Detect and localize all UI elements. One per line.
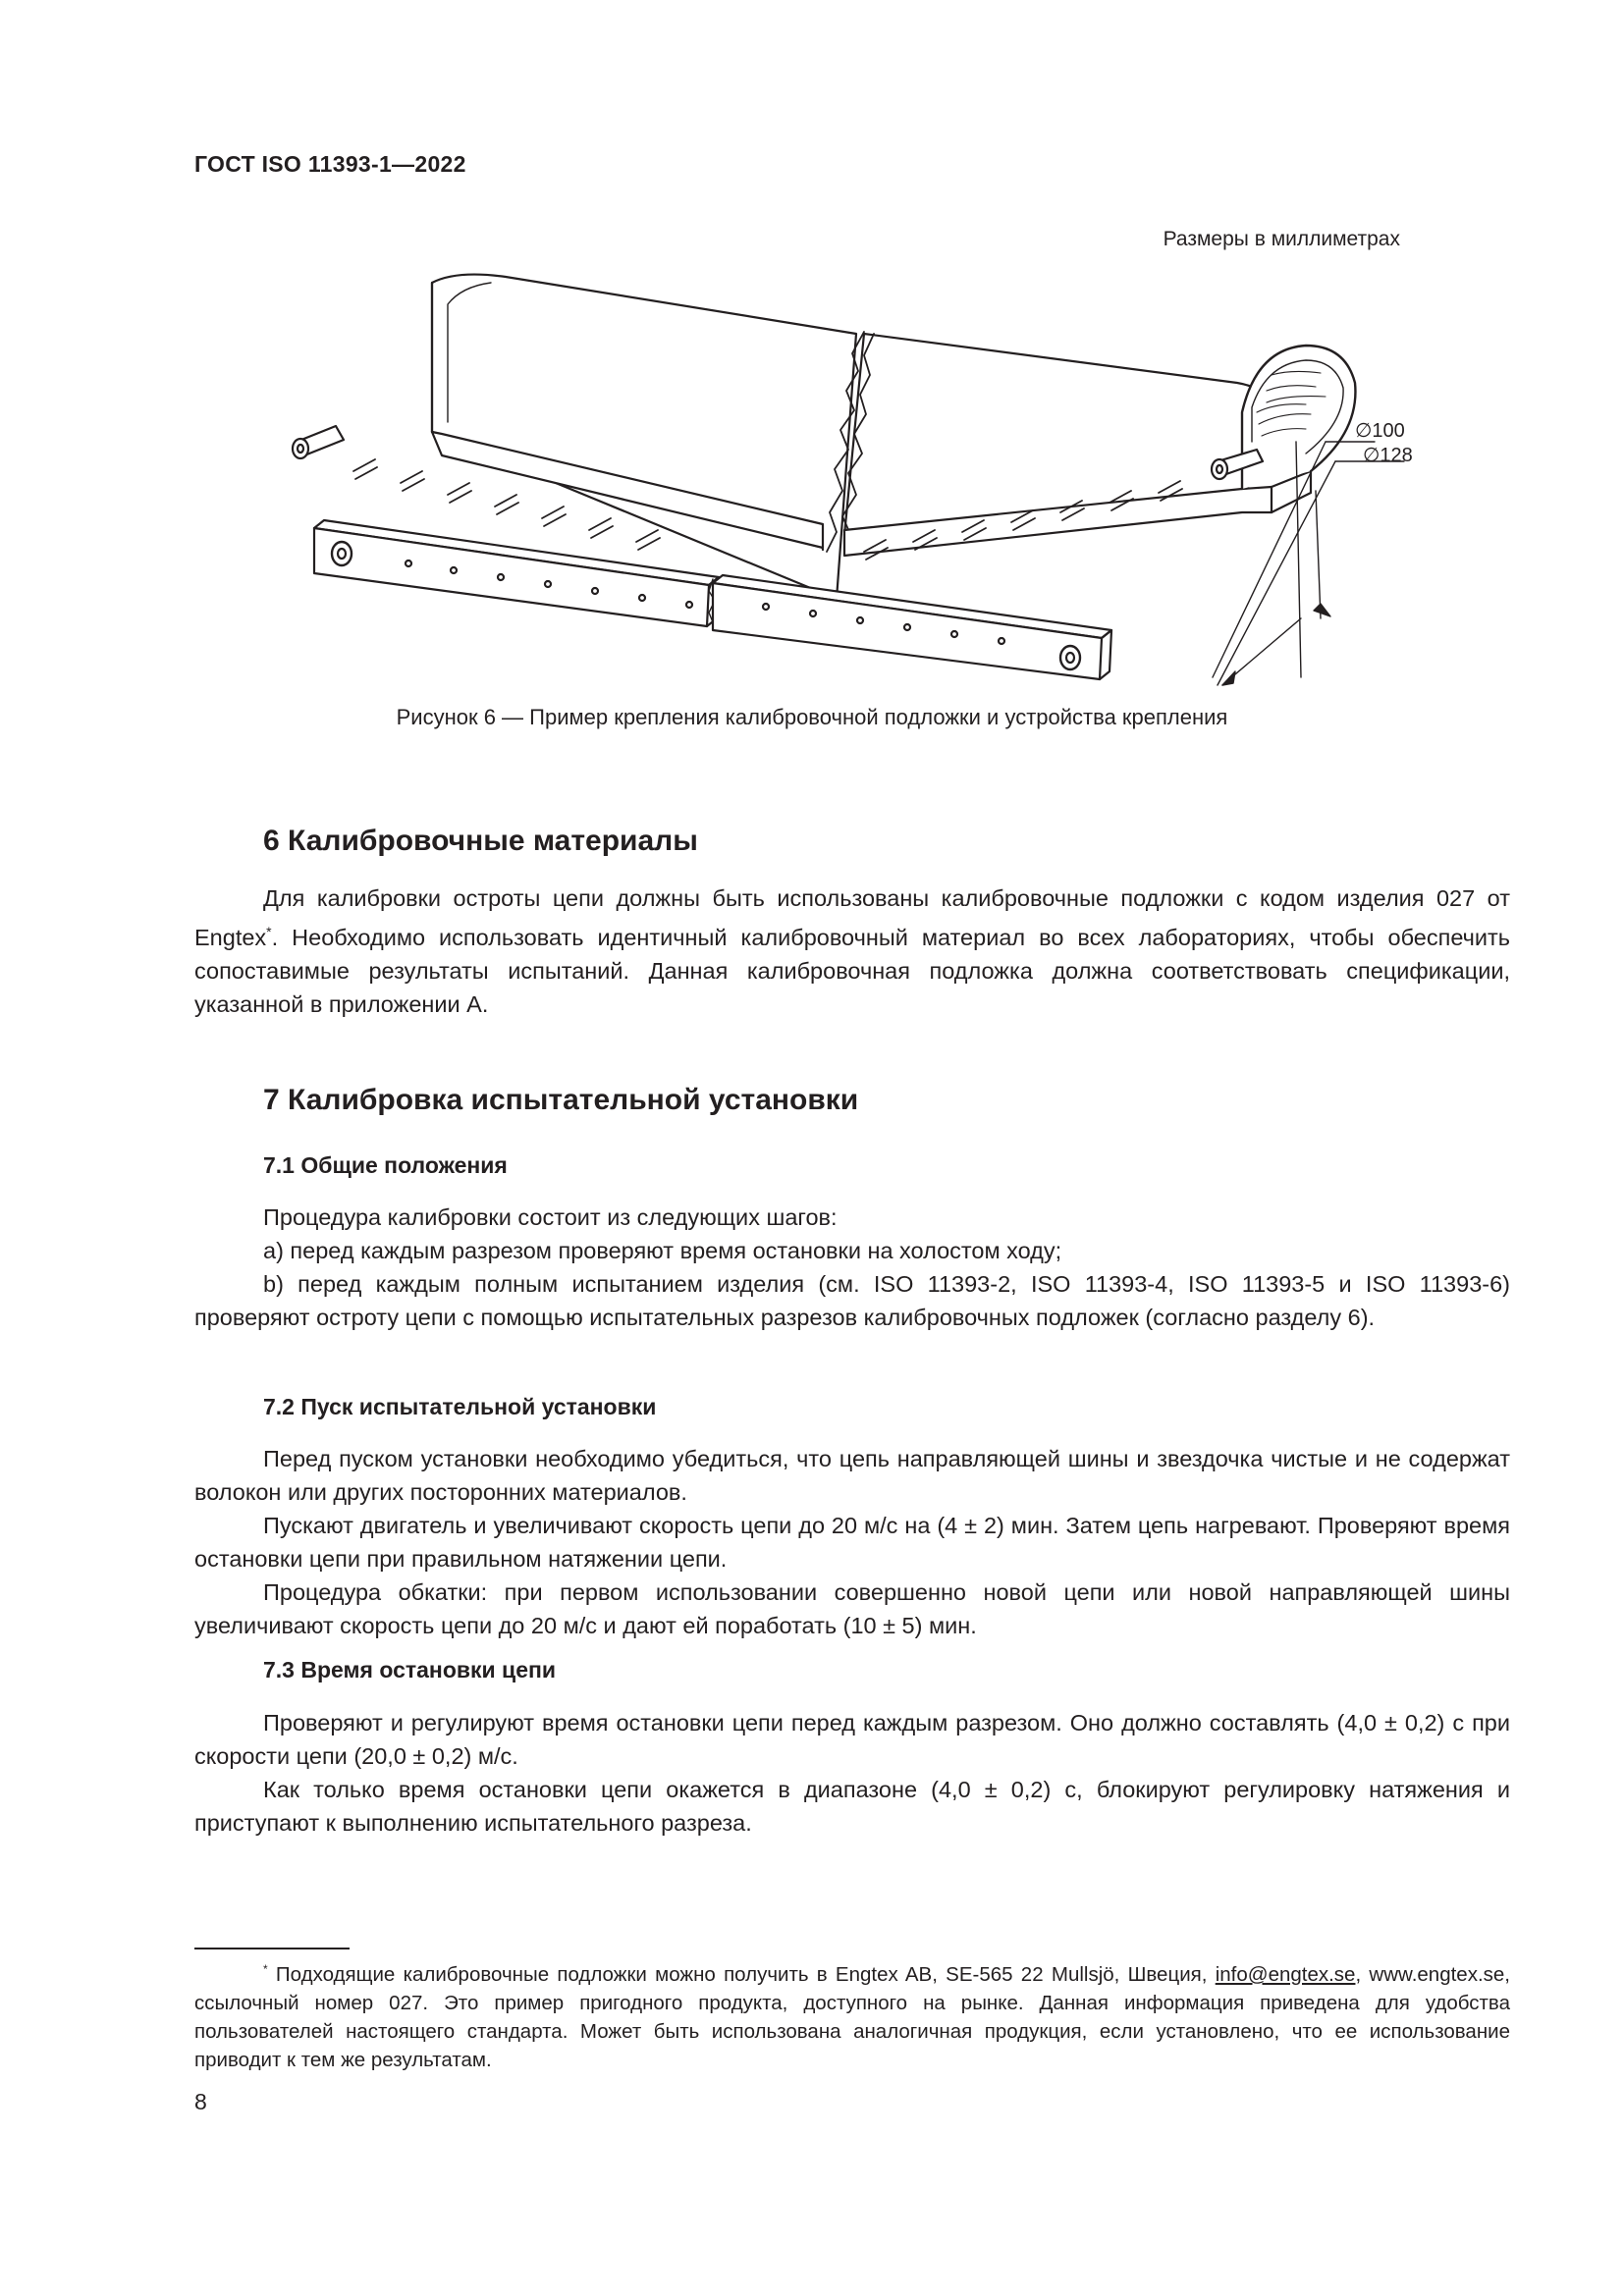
subsection-7-2-heading: 7.2 Пуск испытательной установки (263, 1394, 657, 1419)
subsection-7-3-paragraph-2: Как только время остановки цепи окажется в диапазоне (4,0 ± 0,2) с, блокируют регулировку натяжения и приступают к выполнению испытательного разреза. (194, 1777, 1510, 1836)
left-clamping-bar (314, 520, 719, 626)
subsection-7-3-heading: 7.3 Время остановки цепи (263, 1657, 557, 1682)
footnote-separator (194, 1948, 350, 1949)
footnote-mark: * (263, 1962, 268, 1976)
subsection-7-3-paragraph-1: Проверяют и регулируют время остановки цепи перед каждым разрезом. Оно должно составлять (4,0 ± 0,2) с при скорости цепи (20,0 ± 0,2) м/с. (194, 1710, 1510, 1769)
cylinder-end-cross-section (1242, 346, 1355, 489)
subsection-7-2-paragraph-3: Процедура обкатки: при первом использовании совершенно новой цепи или новой направляющей шины увеличивают скорость цепи до 20 м/с и дают ей поработать (10 ± 5) мин. (194, 1579, 1510, 1638)
diameter-128-label: ∅128 (1363, 445, 1413, 466)
footnote-email-link[interactable]: info@engtex.se (1215, 1962, 1356, 1986)
subsection-7-2-paragraph-2: Пускают двигатель и увеличивают скорость цепи до 20 м/с на (4 ± 2) мин. Затем цепь нагревают. Проверяют время остановки цепи при правильном натяжении цепи. (194, 1513, 1510, 1572)
subsection-7-1-heading: 7.1 Общие положения (263, 1152, 508, 1178)
list-item-a: a) перед каждым разрезом проверяют время остановки на холостом ходу; (263, 1238, 1062, 1263)
list-item-b: b) перед каждым полным испытанием изделия (см. ISO 11393-2, ISO 11393-4, ISO 11393-5 и ISO 11393-6) проверяют остроту цепи с помощью испытательных разрезов калибровочных подложек (согласно разделу 6). (194, 1271, 1510, 1330)
subsection-7-1-intro: Процедура калибровки состоит из следующих шагов: (263, 1204, 838, 1230)
section-6-text-end: . Необходимо использовать идентичный калибровочный материал во всех лабораториях, чтобы обеспечить сопоставимые результаты испытаний. Данная калибровочная подложка должна соответствовать спецификации, указанной в приложении А. (194, 924, 1510, 1017)
footnote-text-start: Подходящие калибровочные подложки можно получить в Engtex AB, SE-565 22 Mullsjö, Швеция, (267, 1962, 1216, 1986)
section-6-text-start: Для калибровки остроты цепи должны быть использованы калибровочные подложки с кодом изделия 027 от Engtex (194, 885, 1510, 950)
subsection-7-2-paragraph-1: Перед пуском установки необходимо убедиться, что цепь направляющей шины и звездочка чистые и не содержат волокон или других посторонних материалов. (194, 1446, 1510, 1505)
footnote-text-end: , www.engtex.se, ссылочный номер 027. Это пример пригодного продукта, доступного на рынке. Данная информация приведена для удобства пользователей настоящего стандарта. Может быть использована аналогичная продукция, если установлено, что ее использование приводит к тем же результатам. (194, 1962, 1510, 2071)
page-number: 8 (194, 2089, 207, 2114)
right-clamping-bar (713, 575, 1111, 679)
section-6-heading: 6 Калибровочные материалы (263, 825, 698, 857)
left-mounting-pin (293, 426, 344, 458)
dimensions-note: Размеры в миллиметрах (1163, 228, 1400, 250)
footnote-reference[interactable]: * (266, 924, 272, 939)
figure-caption: Рисунок 6 — Пример крепления калибровочной подложки и устройства крепления (396, 705, 1228, 729)
figure-6-illustration (285, 265, 1424, 697)
diameter-100-label: ∅100 (1355, 420, 1405, 442)
section-7-heading: 7 Калибровка испытательной установки (263, 1084, 859, 1116)
section-6-paragraph (194, 881, 1510, 1021)
footnote (194, 1955, 1510, 2074)
document-header: ГОСТ ISO 11393-1—2022 (194, 151, 466, 177)
